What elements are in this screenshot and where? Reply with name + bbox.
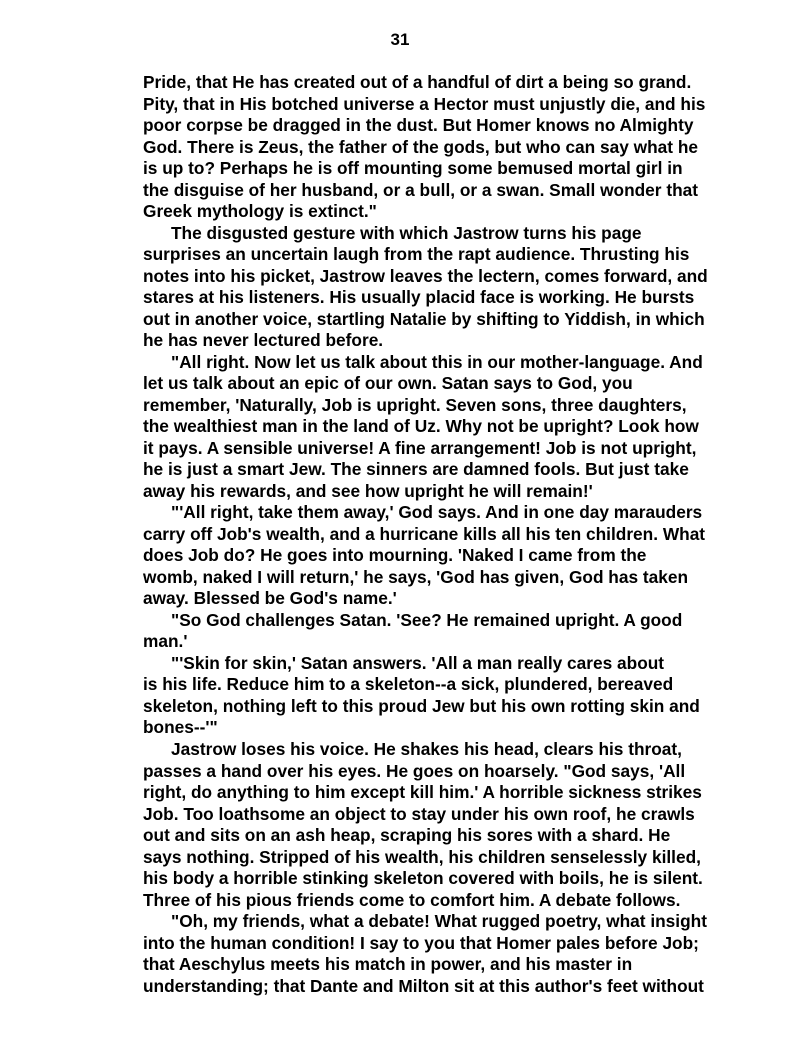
text-line: the disguise of her husband, or a bull, or a swan. Small wonder that — [143, 179, 698, 200]
text-line: out in another voice, startling Natalie by shifting to Yiddish, in which — [143, 308, 705, 329]
text-line: does Job do? He goes into mourning. 'Naked I came from the — [143, 545, 647, 566]
text-line: his body a horrible stinking skeleton covered with boils, he is silent. — [143, 868, 703, 889]
text-line: that Aeschylus meets his match in power, and his master in — [143, 954, 633, 975]
text-line: Greek mythology is extinct." — [143, 201, 377, 222]
text-line: let us talk about an epic of our own. Satan says to God, you — [143, 373, 633, 394]
text-line: says nothing. Stripped of his wealth, his children senselessly killed, — [143, 846, 701, 867]
text-line: carry off Job's wealth, and a hurricane kills all his ten children. What — [143, 523, 706, 544]
page-number: 31 — [390, 30, 410, 49]
text-line: is up to? Perhaps he is off mounting some bemused mortal girl in — [143, 158, 683, 179]
text-line: away his rewards, and see how upright he will remain!' — [143, 480, 593, 501]
text-line: understanding; that Dante and Milton sit at this author's feet without — [143, 975, 704, 996]
text-line: Jastrow loses his voice. He shakes his head, clears his throat, — [171, 738, 682, 759]
text-line: womb, naked I will return,' he says, 'God has given, God has taken — [143, 566, 689, 587]
text-line: bones--'" — [143, 717, 218, 738]
text-line: "So God challenges Satan. 'See? He remained upright. A good — [171, 609, 683, 630]
text-line: into the human condition! I say to you that Homer pales before Job; — [143, 932, 699, 953]
text-line: the wealthiest man in the land of Uz. Why not be upright? Look how — [143, 416, 699, 437]
text-line: Pride, that He has created out of a handful of dirt a being so grand. — [143, 72, 692, 92]
text-line: Three of his pious friends come to comfort him. A debate follows. — [143, 889, 681, 910]
body-text — [143, 72, 743, 997]
text-line: skeleton, nothing left to this proud Jew but his own rotting skin and — [143, 695, 700, 716]
text-line: away. Blessed be God's name.' — [143, 588, 397, 609]
text-line: Pity, that in His botched universe a Hector must unjustly die, and his — [143, 93, 706, 114]
text-line: "Oh, my friends, what a debate! What rugged poetry, what insight — [171, 911, 707, 932]
text-line: out and sits on an ash heap, scraping his sores with a shard. He — [143, 825, 671, 846]
text-line: right, do anything to him except kill him.' A horrible sickness strikes — [143, 782, 702, 803]
text-line: man.' — [143, 631, 188, 652]
text-line: surprises an uncertain laugh from the rapt audience. Thrusting his — [143, 244, 690, 265]
text-line: he has never lectured before. — [143, 330, 384, 351]
text-line: The disgusted gesture with which Jastrow turns his page — [171, 222, 642, 243]
text-line: he is just a smart Jew. The sinners are damned fools. But just take — [143, 459, 689, 480]
text-line: "All right. Now let us talk about this in our mother-language. And — [171, 351, 703, 372]
text-line: "'All right, take them away,' God says. And in one day marauders — [171, 502, 703, 523]
text-line: "'Skin for skin,' Satan answers. 'All a man really cares about — [171, 652, 665, 673]
text-line: stares at his listeners. His usually placid face is working. He bursts — [143, 287, 695, 308]
text-line: it pays. A sensible universe! A fine arrangement! Job is not upright, — [143, 437, 697, 458]
text-line: remember, 'Naturally, Job is upright. Seven sons, three daughters, — [143, 394, 687, 415]
text-line: is his life. Reduce him to a skeleton--a sick, plundered, bereaved — [143, 674, 674, 695]
text-line: Job. Too loathsome an object to stay under his own roof, he crawls — [143, 803, 695, 824]
text-line: God. There is Zeus, the father of the gods, but who can say what he — [143, 136, 698, 157]
text-line: poor corpse be dragged in the dust. But Homer knows no Almighty — [143, 115, 694, 136]
text-line: notes into his picket, Jastrow leaves the lectern, comes forward, and — [143, 265, 708, 286]
text-line: passes a hand over his eyes. He goes on hoarsely. "God says, 'All — [143, 760, 686, 781]
